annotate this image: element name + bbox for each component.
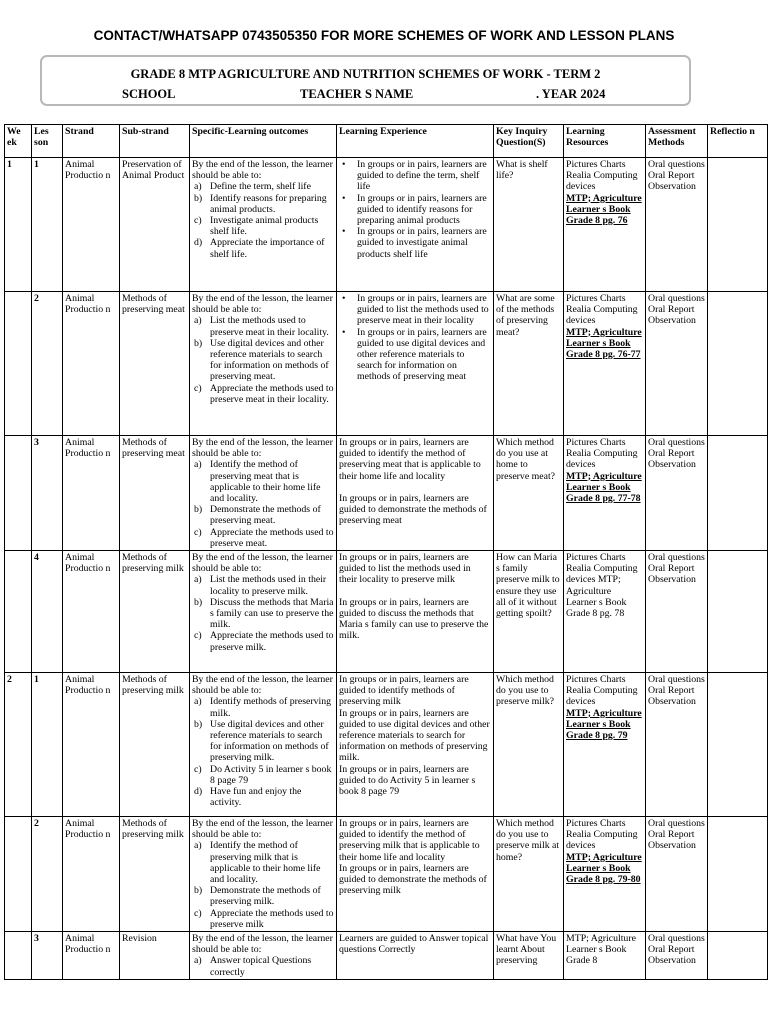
outcome-text: Discuss the methods that Maria s family can use to preserve the milk. [210, 596, 334, 631]
assessment-cell [646, 292, 708, 436]
resources-reference: MTP; Agriculture Learner s Book Grade 8 pg. 76-77 [566, 326, 642, 361]
outcome-item [194, 955, 334, 978]
lesson-number: 3 [34, 933, 39, 945]
outcome-marker: b) [194, 596, 203, 608]
reflection-cell [708, 673, 768, 817]
inquiry-cell [494, 292, 564, 436]
lesson-number: 2 [34, 818, 39, 830]
strand-text: Animal Productio n [65, 159, 111, 182]
outcome-text: Appreciate the methods used to preserve meat. [210, 526, 334, 549]
table-row [5, 817, 768, 932]
table-row [5, 158, 768, 292]
col-header-week: We ek [5, 125, 32, 158]
resources-cell [564, 436, 646, 551]
table-row [5, 292, 768, 436]
substrand-text: Preservation of Animal Product [122, 159, 185, 182]
inquiry-cell [494, 436, 564, 551]
substrand-text: Methods of preserving milk [122, 674, 184, 697]
col-header-assessment: Assessment Methods [646, 125, 708, 158]
outcome-text: Use digital devices and other reference materials to search for information on methods of preserving meat. [210, 337, 329, 383]
strand-cell [63, 292, 120, 436]
col-header-inquiry: Key Inquiry Question(S) [494, 125, 564, 158]
assessment-methods: Oral questions Oral Report Observation [648, 293, 705, 327]
resources-cell [564, 817, 646, 932]
inquiry-question: Which method do you use to preserve milk? [496, 674, 554, 708]
lesson-number: 3 [34, 437, 39, 448]
outcome-item [194, 526, 334, 549]
outcome-item [194, 315, 334, 338]
outcome-marker: a) [194, 955, 202, 967]
outcome-item [194, 215, 334, 238]
outcome-item [194, 907, 334, 930]
scheme-title: GRADE 8 MTP AGRICULTURE AND NUTRITION SCHEMES OF WORK - TERM 2 [130, 67, 601, 81]
outcome-item [194, 382, 334, 405]
table-row [5, 436, 768, 551]
outcome-marker: b) [194, 192, 203, 204]
outcome-text: Investigate animal products shelf life. [210, 215, 319, 238]
week-cell [5, 817, 32, 932]
outcome-marker: c) [194, 382, 202, 394]
experience-paragraph: In groups or in pairs, learners are guided to demonstrate the methods of preserving milk [339, 862, 487, 897]
contact-banner: CONTACT/WHATSAPP 0743505350 FOR MORE SCHEMES OF WORK AND LESSON PLANS [93, 28, 675, 43]
inquiry-question: What are some of the methods of preserving meat? [496, 293, 555, 338]
strand-text: Animal Productio n [65, 552, 111, 575]
col-header-outcomes: Specific-Learning outcomes [190, 125, 337, 158]
outcomes-list [192, 574, 334, 652]
outcomes-list [192, 459, 334, 549]
outcome-text: List the methods used to preserve meat in their locality. [210, 315, 329, 338]
table-row [5, 673, 768, 817]
outcomes-list [192, 696, 334, 808]
strand-text: Animal Productio n [65, 933, 111, 956]
lesson-number: 1 [34, 674, 39, 686]
outcome-item [194, 718, 334, 764]
outcomes-cell [190, 292, 337, 436]
outcome-marker: c) [194, 526, 202, 538]
experience-item: • In groups or in pairs, learners are guided to use digital devices and other reference materials to search for information on methods of preserving meat [357, 327, 491, 383]
substrand-cell [120, 817, 190, 932]
outcome-item [194, 337, 334, 383]
col-header-experience: Learning Experience [337, 125, 494, 158]
experience-paragraph: In groups or in pairs, learners are guided to use digital devices and other reference materials to search for information on methods of preserving milk. [339, 707, 490, 764]
outcome-marker: c) [194, 215, 202, 227]
strand-text: Animal Productio n [65, 674, 111, 697]
resources-reference: MTP; Agriculture Learner s Book Grade 8 pg. 79-80 [566, 851, 642, 886]
inquiry-cell [494, 817, 564, 932]
lesson-cell [32, 158, 63, 292]
experience-item: • In groups or in pairs, learners are guided to list the methods used to preserve meat in their locality [357, 293, 491, 327]
outcome-text: Appreciate the importance of shelf life. [210, 237, 325, 260]
outcome-marker: c) [194, 763, 202, 775]
outcome-item [194, 696, 334, 719]
experience-item: • In groups or in pairs, learners are guided to investigate animal products shelf life [357, 226, 491, 260]
experience-cell [337, 292, 494, 436]
outcomes-cell [190, 673, 337, 817]
resources-text: Pictures Charts Realia Computing devices [566, 818, 638, 852]
substrand-cell [120, 673, 190, 817]
experience-cell [337, 673, 494, 817]
week-cell [5, 436, 32, 551]
outcome-text: Identify the method of preserving meat that is applicable to their home life and locality. [210, 459, 321, 505]
experience-paragraph: In groups or in pairs, learners are guided to demonstrate the methods of preserving meat [339, 492, 487, 527]
strand-text: Animal Productio n [65, 293, 111, 316]
resources-text: Pictures Charts Realia Computing devices MTP; Agriculture Learner s Book Grade 8 pg. 78 [566, 552, 638, 620]
experience-paragraph: In groups or in pairs, learners are guided to do Activity 5 in learner s book 8 page 79 [339, 763, 476, 798]
lesson-cell [32, 551, 63, 673]
outcome-marker: a) [194, 315, 202, 327]
week-cell [5, 932, 32, 980]
table-header-row [5, 125, 768, 158]
inquiry-cell [494, 551, 564, 673]
substrand-cell [120, 436, 190, 551]
col-header-strand: Strand [63, 125, 120, 158]
experience-cell [337, 817, 494, 932]
strand-cell [63, 673, 120, 817]
outcome-item [194, 885, 334, 908]
table-row [5, 932, 768, 980]
outcome-marker: b) [194, 337, 203, 349]
lesson-cell [32, 673, 63, 817]
resources-reference: MTP; Agriculture Learner s Book Grade 8 pg. 76 [566, 192, 642, 227]
outcomes-intro: By the end of the lesson, the learner should be able to: [192, 293, 333, 316]
assessment-methods: Oral questions Oral Report Observation [648, 552, 705, 586]
table-row [5, 551, 768, 673]
outcomes-list [192, 181, 334, 259]
week-cell [5, 673, 32, 817]
substrand-text: Methods of preserving milk [122, 818, 184, 841]
resources-cell [564, 932, 646, 980]
inquiry-question: How can Maria s family preserve milk to ensure they use all of it without getting spoilt? [496, 552, 560, 620]
outcome-marker: a) [194, 574, 202, 586]
week-number: 2 [7, 674, 12, 686]
experience-cell [337, 436, 494, 551]
experience-paragraph: Learners are guided to Answer topical questions Correctly [339, 933, 489, 956]
experience-list [339, 159, 491, 260]
col-header-reflection: Reflectio n [708, 125, 768, 158]
outcomes-list [192, 840, 334, 930]
inquiry-question: Which method do you use at home to preserve meat? [496, 437, 556, 482]
outcome-item [194, 237, 334, 260]
outcome-item [194, 630, 334, 653]
outcome-marker: d) [194, 786, 203, 798]
experience-paragraph: In groups or in pairs, learners are guided to identify the method of preserving milk that is applicable to their home life and locality [339, 818, 480, 863]
outcomes-intro: By the end of the lesson, the learner should be able to: [192, 933, 333, 956]
outcome-marker: b) [194, 885, 203, 897]
lesson-cell [32, 292, 63, 436]
strand-text: Animal Productio n [65, 437, 111, 460]
year-label: . YEAR 2024 [536, 87, 606, 101]
col-header-resources: Learning Resources [564, 125, 646, 158]
outcome-text: Answer topical Questions correctly [210, 955, 312, 978]
lesson-cell [32, 932, 63, 980]
lesson-number: 4 [34, 552, 39, 564]
outcome-marker: a) [194, 459, 202, 471]
resources-cell [564, 673, 646, 817]
outcome-marker: c) [194, 907, 202, 919]
resources-cell [564, 292, 646, 436]
outcome-marker: b) [194, 504, 203, 516]
experience-cell [337, 158, 494, 292]
assessment-methods: Oral questions Oral Report Observation [648, 818, 705, 852]
teacher-name-label: TEACHER S NAME [300, 87, 414, 101]
outcome-text: Have fun and enjoy the activity. [210, 786, 302, 809]
school-label: SCHOOL [122, 87, 176, 101]
outcomes-intro: By the end of the lesson, the learner should be able to: [192, 159, 333, 182]
outcomes-intro: By the end of the lesson, the learner should be able to: [192, 674, 333, 697]
substrand-text: Methods of preserving meat [122, 293, 185, 316]
week-cell [5, 551, 32, 673]
outcome-text: Identify the method of preserving milk that is applicable to their home life and locality. [210, 840, 321, 886]
scheme-header-box [40, 55, 691, 106]
week-cell [5, 292, 32, 436]
outcome-item [194, 504, 334, 527]
strand-text: Animal Productio n [65, 818, 111, 841]
experience-list [339, 293, 491, 383]
week-cell [5, 158, 32, 292]
outcomes-list [192, 955, 334, 977]
reflection-cell [708, 817, 768, 932]
assessment-methods: Oral questions Oral Report Observation [648, 159, 705, 193]
outcome-text: Appreciate the methods used to preserve milk [210, 907, 334, 930]
experience-cell [337, 551, 494, 673]
lesson-cell [32, 817, 63, 932]
experience-item: • In groups or in pairs, learners are guided to define the term, shelf life [357, 159, 491, 193]
resources-reference: MTP; Agriculture Learner s Book Grade 8 pg. 77-78 [566, 470, 642, 505]
outcome-marker: a) [194, 696, 202, 708]
assessment-methods: Oral questions Oral Report Observation [648, 933, 705, 967]
outcome-text: Use digital devices and other reference materials to search for information on methods of preserving milk. [210, 718, 329, 764]
outcomes-cell [190, 932, 337, 980]
assessment-cell [646, 551, 708, 673]
reflection-cell [708, 932, 768, 980]
resources-text: Pictures Charts Realia Computing devices [566, 674, 638, 708]
outcome-text: Identify reasons for preparing animal products. [210, 192, 327, 215]
outcome-marker: b) [194, 718, 203, 730]
assessment-cell [646, 158, 708, 292]
inquiry-question: What have You learnt About preserving [496, 933, 557, 967]
inquiry-question: Which method do you use to preserve milk at home? [496, 818, 560, 863]
experience-paragraph: In groups or in pairs, learners are guided to discuss the methods that Maria s family can use to preserve the milk. [339, 596, 489, 642]
schemes-of-work-table [4, 124, 768, 980]
assessment-cell [646, 436, 708, 551]
experience-paragraph: In groups or in pairs, learners are guided to list the methods used in their locality to preserve milk [339, 552, 471, 586]
lesson-number: 2 [34, 293, 39, 304]
inquiry-question: What is shelf life? [496, 159, 548, 182]
lesson-cell [32, 436, 63, 551]
reflection-cell [708, 292, 768, 436]
outcome-text: Define the term, shelf life [210, 181, 311, 193]
outcome-text: Demonstrate the methods of preserving milk. [210, 885, 321, 908]
outcomes-intro: By the end of the lesson, the learner should be able to: [192, 552, 333, 575]
resources-reference: MTP; Agriculture Learner s Book Grade 8 pg. 79 [566, 707, 642, 742]
outcome-item [194, 763, 334, 786]
outcomes-cell [190, 158, 337, 292]
resources-text: Pictures Charts Realia Computing devices [566, 293, 638, 327]
substrand-cell [120, 292, 190, 436]
assessment-methods: Oral questions Oral Report Observation [648, 437, 705, 471]
reflection-cell [708, 551, 768, 673]
resources-text: MTP; Agriculture Learner s Book Grade 8 [566, 933, 636, 967]
experience-item: • In groups or in pairs, learners are guided to identify reasons for preparing animal products [357, 193, 491, 227]
assessment-cell [646, 932, 708, 980]
outcome-marker: a) [194, 840, 202, 852]
outcome-item [194, 181, 334, 193]
resources-text: Pictures Charts Realia Computing devices [566, 437, 638, 471]
strand-cell [63, 158, 120, 292]
resources-text: Pictures Charts Realia Computing devices [566, 159, 638, 193]
outcome-item [194, 459, 334, 505]
assessment-cell [646, 817, 708, 932]
strand-cell [63, 932, 120, 980]
week-number: 1 [7, 159, 12, 170]
substrand-cell [120, 158, 190, 292]
outcomes-intro: By the end of the lesson, the learner should be able to: [192, 818, 333, 841]
reflection-cell [708, 436, 768, 551]
resources-cell [564, 158, 646, 292]
inquiry-cell [494, 673, 564, 817]
outcome-item [194, 574, 334, 597]
outcomes-intro: By the end of the lesson, the learner should be able to: [192, 437, 333, 460]
outcomes-cell [190, 817, 337, 932]
outcome-marker: a) [194, 181, 202, 193]
outcome-marker: d) [194, 237, 203, 249]
outcomes-list [192, 315, 334, 405]
outcome-item [194, 596, 334, 631]
substrand-cell [120, 551, 190, 673]
experience-paragraph: In groups or in pairs, learners are guided to identify the method of preserving meat that is applicable to their home life and locality [339, 437, 481, 482]
outcome-text: Appreciate the methods used to preserve meat in their locality. [210, 382, 334, 405]
col-header-lesson: Les son [32, 125, 63, 158]
reflection-cell [708, 158, 768, 292]
substrand-text: Methods of preserving meat [122, 437, 185, 460]
strand-cell [63, 436, 120, 551]
substrand-cell [120, 932, 190, 980]
experience-cell [337, 932, 494, 980]
assessment-cell [646, 673, 708, 817]
outcomes-cell [190, 436, 337, 551]
inquiry-cell [494, 158, 564, 292]
outcomes-cell [190, 551, 337, 673]
strand-cell [63, 551, 120, 673]
inquiry-cell [494, 932, 564, 980]
outcome-text: List the methods used in their locality to preserve milk. [210, 574, 327, 597]
outcome-text: Appreciate the methods used to preserve milk. [210, 630, 334, 653]
lesson-number: 1 [34, 159, 39, 170]
substrand-text: Revision [122, 933, 157, 945]
substrand-text: Methods of preserving milk [122, 552, 184, 575]
outcome-text: Demonstrate the methods of preserving meat. [210, 504, 321, 527]
outcome-item [194, 192, 334, 215]
strand-cell [63, 817, 120, 932]
outcome-text: Identify methods of preserving milk. [210, 696, 332, 719]
resources-cell [564, 551, 646, 673]
outcome-marker: c) [194, 630, 202, 642]
col-header-substrand: Sub-strand [120, 125, 190, 158]
assessment-methods: Oral questions Oral Report Observation [648, 674, 705, 708]
outcome-item [194, 840, 334, 886]
experience-paragraph: In groups or in pairs, learners are guided to identify methods of preserving milk [339, 674, 469, 708]
outcome-text: Do Activity 5 in learner s book 8 page 79 [210, 763, 332, 786]
outcome-item [194, 786, 334, 809]
